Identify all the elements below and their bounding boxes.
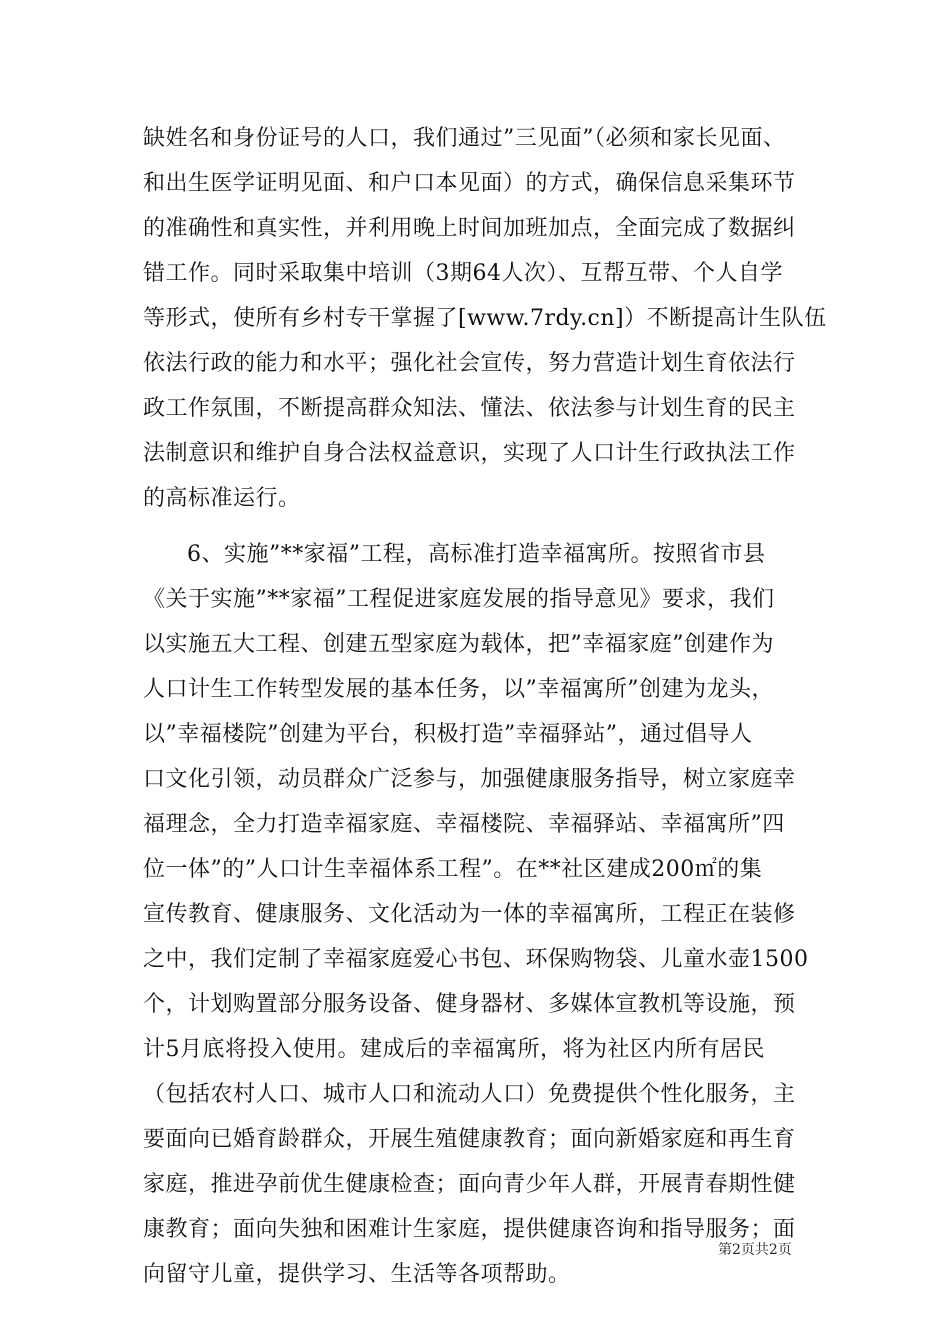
text-line: 和出生医学证明见面、和户口本见面）的方式，确保信息采集环节	[143, 171, 796, 196]
text-line: 向留守儿童，提供学习、生活等各项帮助。	[143, 1262, 571, 1287]
text-line: 位一体”的”人口计生幸福体系工程”。在**社区建成200㎡的集	[143, 857, 763, 882]
text-line: 以实施五大工程、创建五型家庭为载体，把”幸福家庭”创建作为	[143, 632, 774, 657]
text-line: 福理念，全力打造幸福家庭、幸福楼院、幸福驿站、幸福寓所”四	[143, 812, 785, 837]
text-line: 缺姓名和身份证号的人口，我们通过”三见面”（必须和家长见面、	[143, 126, 786, 151]
text-line: 宣传教育、健康服务、文化活动为一体的幸福寓所，工程正在装修	[143, 902, 796, 927]
text-line: 的准确性和真实性，并利用晚上时间加班加点，全面完成了数据纠	[143, 216, 796, 241]
text-line: 法制意识和维护自身合法权益意识，实现了人口计生行政执法工作	[143, 441, 796, 466]
text-line: 康教育；面向失独和困难计生家庭，提供健康咨询和指导服务；面	[143, 1217, 796, 1242]
text-line: 等形式，使所有乡村专干掌握了[www.7rdy.cn]）不断提高计生队伍	[143, 306, 827, 331]
text-line: 错工作。同时采取集中培训（3期64人次）、互帮互带、个人自学	[143, 261, 783, 286]
text-line: 的高标准运行。	[143, 486, 301, 511]
body-text	[143, 116, 827, 1297]
page-number-footer: 第2页共2页	[718, 1242, 792, 1258]
text-line: 家庭，推进孕前优生健康检查；面向青少年人群，开展青春期性健	[143, 1172, 796, 1197]
text-line: 政工作氛围，不断提高群众知法、懂法、依法参与计划生育的民主	[143, 396, 796, 421]
text-line: 以”幸福楼院”创建为平台，积极打造”幸福驿站”，通过倡导人	[143, 722, 753, 747]
text-line: 之中，我们定制了幸福家庭爱心书包、环保购物袋、儿童水壶1500	[143, 947, 809, 972]
text-line: 人口计生工作转型发展的基本任务，以”幸福寓所”创建为龙头，	[143, 677, 774, 702]
text-line: （包括农村人口、城市人口和流动人口）免费提供个性化服务，主	[143, 1082, 796, 1107]
paragraph-heading-line: 6、实施”**家福”工程，高标准打造幸福寓所。按照省市县	[187, 542, 766, 567]
text-line: 依法行政的能力和水平；强化社会宣传，努力营造计划生育依法行	[143, 351, 796, 376]
text-line: 《关于实施”**家福”工程促进家庭发展的指导意见》要求，我们	[143, 587, 775, 612]
text-line: 计5月底将投入使用。建成后的幸福寓所，将为社区内所有居民	[143, 1037, 765, 1062]
text-line: 口文化引领，动员群众广泛参与，加强健康服务指导，树立家庭幸	[143, 767, 796, 792]
text-line: 个，计划购置部分服务设备、健身器材、多媒体宣教机等设施，预	[143, 992, 796, 1017]
text-line: 要面向已婚育龄群众，开展生殖健康教育；面向新婚家庭和再生育	[143, 1127, 796, 1152]
